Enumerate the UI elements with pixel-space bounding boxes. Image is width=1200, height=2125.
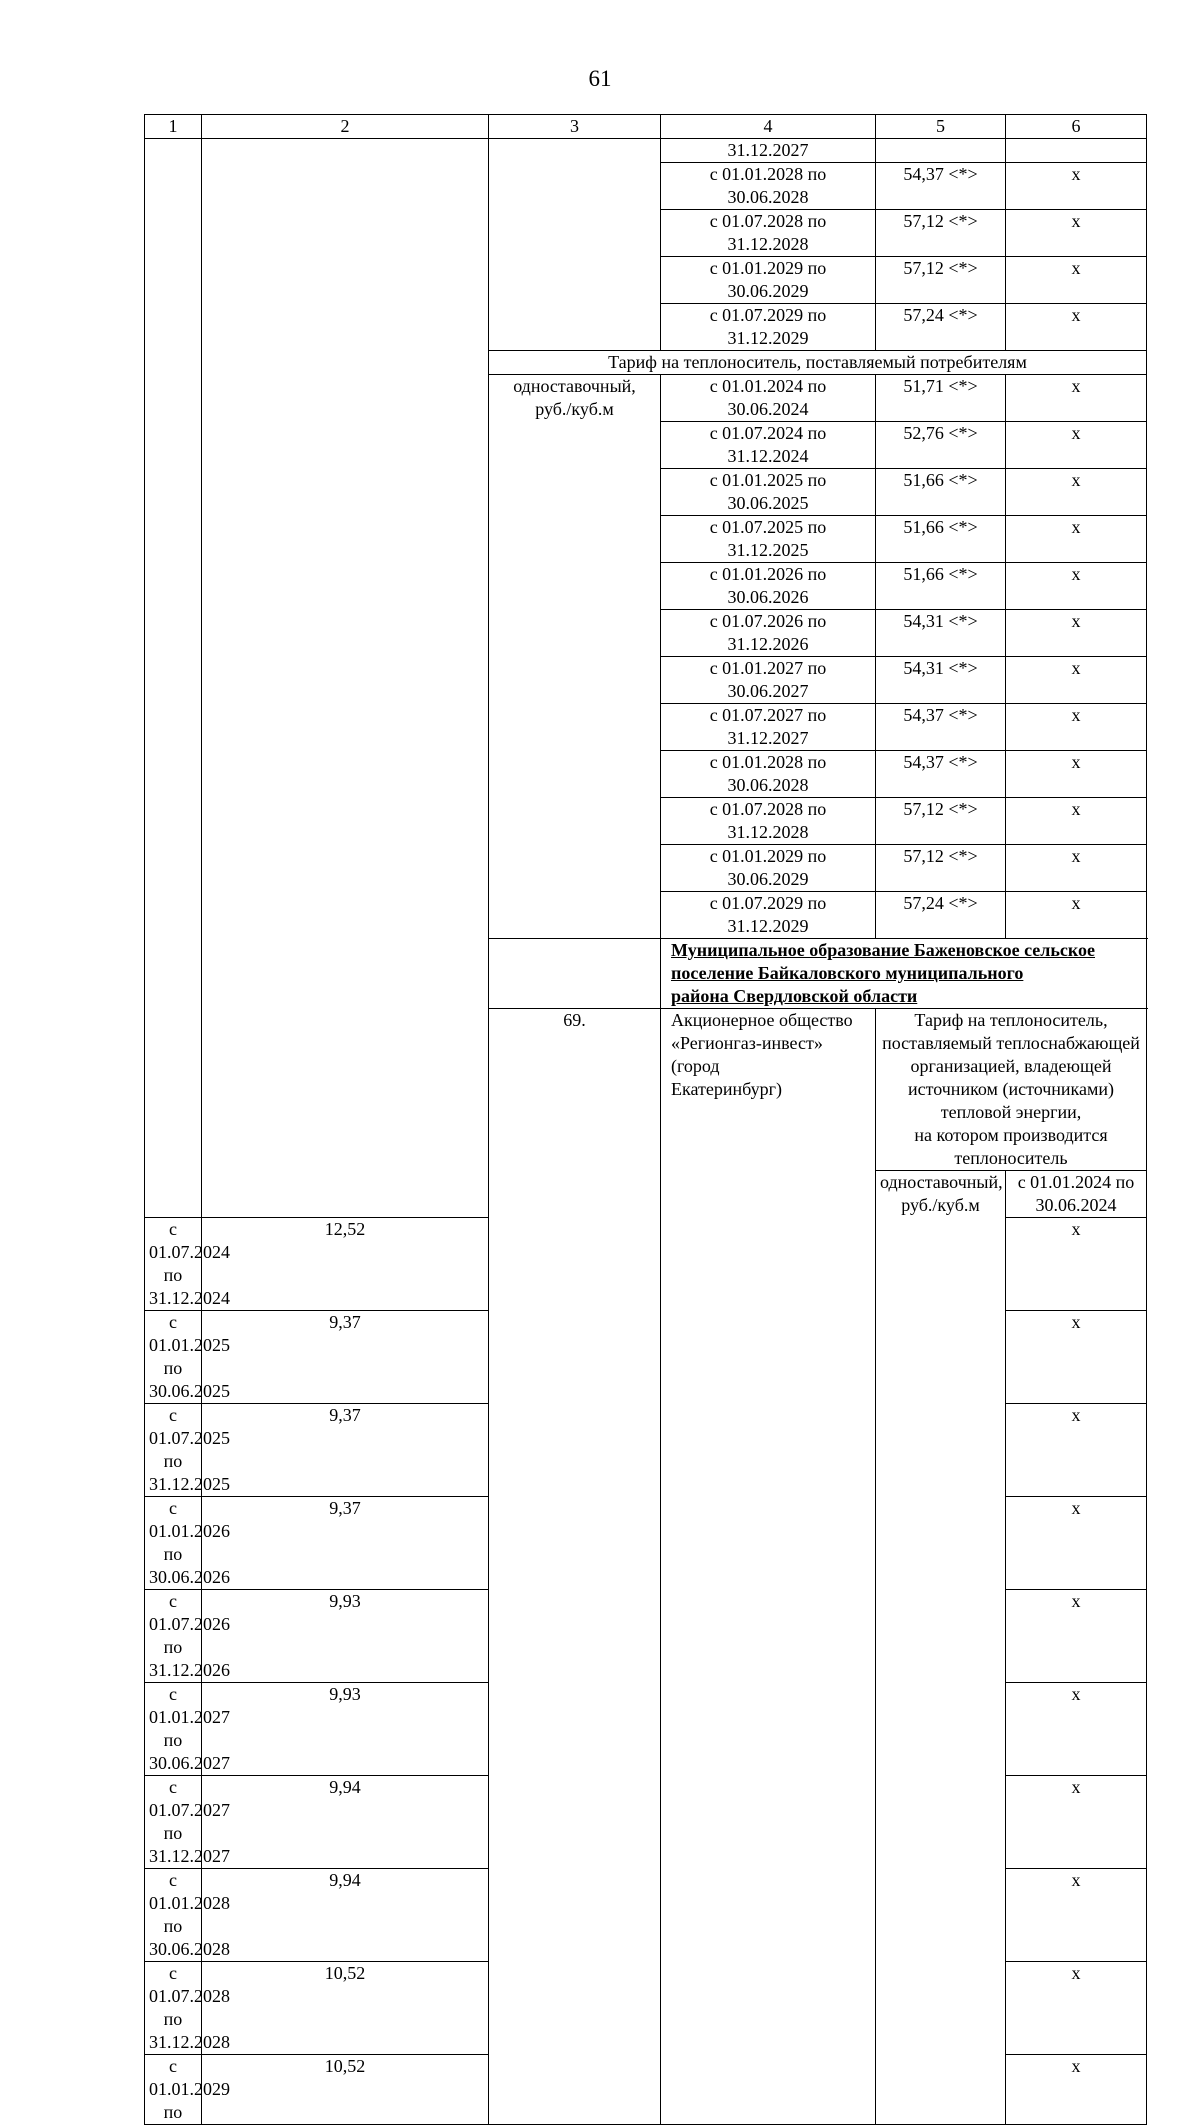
value-cell: 57,12 <*> [876,798,1006,845]
period-cell: с 01.01.2024 по 30.06.2024 [661,375,876,422]
value-cell: 52,76 <*> [876,422,1006,469]
period-cell: с 01.01.2027 по 30.06.2027 [145,1683,202,1776]
mark-cell: х [1006,892,1147,939]
value-cell: 51,66 <*> [876,469,1006,516]
mark-cell: х [1006,469,1147,516]
mark-cell: х [1006,751,1147,798]
mark-cell: х [1006,210,1147,257]
value-cell: 10,52 [202,1962,489,2055]
value-cell: 9,94 [202,1776,489,1869]
period-cell: с 01.07.2028 по 31.12.2028 [661,210,876,257]
value-cell: 9,37 [202,1311,489,1404]
section-heading [661,939,1147,1009]
number-cell [145,139,202,1218]
value-cell: 54,37 <*> [876,163,1006,210]
entry-number: 69. [489,1009,661,2125]
value-cell: 54,31 <*> [876,610,1006,657]
period-cell: с 01.07.2028 по 31.12.2028 [145,1962,202,2055]
page-number: 61 [588,66,612,91]
period-cell: с 01.01.2027 по 30.06.2027 [661,657,876,704]
period-cell: с 01.07.2027 по 31.12.2027 [145,1776,202,1869]
value-cell: 9,93 [202,1683,489,1776]
mark-cell: х [1006,1218,1147,1311]
value-cell: 51,66 <*> [876,516,1006,563]
mark-cell: х [1006,2055,1147,2125]
period-cell: с 01.01.2029 по 30.06.2029 [661,845,876,892]
period-cell: с 01.07.2028 по 31.12.2028 [661,798,876,845]
value-cell: 57,24 <*> [876,892,1006,939]
period-cell: 31.12.2027 [661,139,876,163]
value-cell: 12,52 [202,1218,489,1311]
mark-cell: х [1006,798,1147,845]
organization-cell [202,139,489,1218]
mark-cell [1006,139,1147,163]
organization-name: Акционерное общество «Регионгаз-инвест» (город Екатеринбург) [661,1009,876,2125]
period-cell: с 01.07.2024 по 31.12.2024 [145,1218,202,1311]
period-cell: с 01.07.2029 по 31.12.2029 [661,892,876,939]
tariff-table [144,114,1147,2125]
value-cell: 9,94 [202,1869,489,1962]
section-heading-line: Муниципальное образование Баженовское сельское поселение Байкаловского муниципального [671,940,1095,983]
mark-cell: х [1006,257,1147,304]
period-cell: с 01.07.2024 по 31.12.2024 [661,422,876,469]
mark-cell: х [1006,845,1147,892]
period-cell: с 01.01.2025 по 30.06.2025 [661,469,876,516]
period-cell: с 01.01.2026 по 30.06.2026 [145,1497,202,1590]
value-cell: 54,37 <*> [876,751,1006,798]
mark-cell: х [1006,516,1147,563]
period-cell: с 01.01.2028 по 30.06.2028 [145,1869,202,1962]
mark-cell: х [1006,1962,1147,2055]
header-col-1: 1 [145,115,202,139]
header-row [145,115,1147,139]
mark-cell: х [1006,704,1147,751]
header-col-4: 4 [661,115,876,139]
mark-cell: х [1006,563,1147,610]
mark-cell: х [1006,304,1147,351]
value-cell: 10,52 [202,2055,489,2125]
value-cell: 54,37 <*> [876,704,1006,751]
mark-cell: х [1006,1311,1147,1404]
period-cell: с 01.01.2029 по [145,2055,202,2125]
mark-cell: х [1006,375,1147,422]
mark-cell: х [1006,1869,1147,1962]
period-cell: с 01.07.2029 по 31.12.2029 [661,304,876,351]
value-cell: 57,24 <*> [876,304,1006,351]
mark-cell: х [1006,1590,1147,1683]
section-heading-line: района Свердловской области [671,986,918,1006]
mark-cell: х [1006,163,1147,210]
period-cell: с 01.01.2025 по 30.06.2025 [145,1311,202,1404]
mark-cell: х [1006,1776,1147,1869]
mark-cell: х [1006,1683,1147,1776]
mark-cell: х [1006,610,1147,657]
header-col-6: 6 [1006,115,1147,139]
mark-cell: х [1006,657,1147,704]
header-col-2: 2 [202,115,489,139]
rate-type-cell: одноставочный, руб./куб.м [876,1171,1006,2125]
period-cell: с 01.07.2025 по 31.12.2025 [145,1404,202,1497]
period-cell: с 01.01.2029 по 30.06.2029 [661,257,876,304]
value-cell: 54,31 <*> [876,657,1006,704]
period-cell: с 01.01.2028 по 30.06.2028 [661,163,876,210]
rate-type-cell: одноставочный, руб./куб.м [489,375,661,939]
header-col-3: 3 [489,115,661,139]
value-cell: 51,66 <*> [876,563,1006,610]
value-cell: 9,93 [202,1590,489,1683]
period-cell: с 01.07.2026 по 31.12.2026 [145,1590,202,1683]
value-cell: 51,71 <*> [876,375,1006,422]
value-cell: 9,37 [202,1404,489,1497]
period-cell: с 01.01.2028 по 30.06.2028 [661,751,876,798]
value-cell: 9,37 [202,1497,489,1590]
tariff-title: Тариф на теплоноситель, поставляемый теплоснабжающей организацией, владеющей источником (источниками) тепловой энергии, на котором производится теплоноситель [876,1009,1147,1171]
period-cell: с 01.07.2025 по 31.12.2025 [661,516,876,563]
mark-cell: х [1006,1404,1147,1497]
value-cell: 57,12 <*> [876,210,1006,257]
value-cell: 57,12 <*> [876,257,1006,304]
header-col-5: 5 [876,115,1006,139]
rate-type-cell [489,139,661,351]
table-row [145,139,1147,163]
period-cell: с 01.07.2027 по 31.12.2027 [661,704,876,751]
value-cell [876,139,1006,163]
section-number-cell [489,939,661,1009]
period-cell: с 01.07.2026 по 31.12.2026 [661,610,876,657]
mark-cell: х [1006,1497,1147,1590]
period-cell: с 01.01.2026 по 30.06.2026 [661,563,876,610]
mark-cell: х [1006,422,1147,469]
tariff-title: Тариф на теплоноситель, поставляемый потребителям [489,351,1147,375]
value-cell: 57,12 <*> [876,845,1006,892]
period-cell: с 01.01.2024 по 30.06.2024 [1006,1171,1147,1218]
